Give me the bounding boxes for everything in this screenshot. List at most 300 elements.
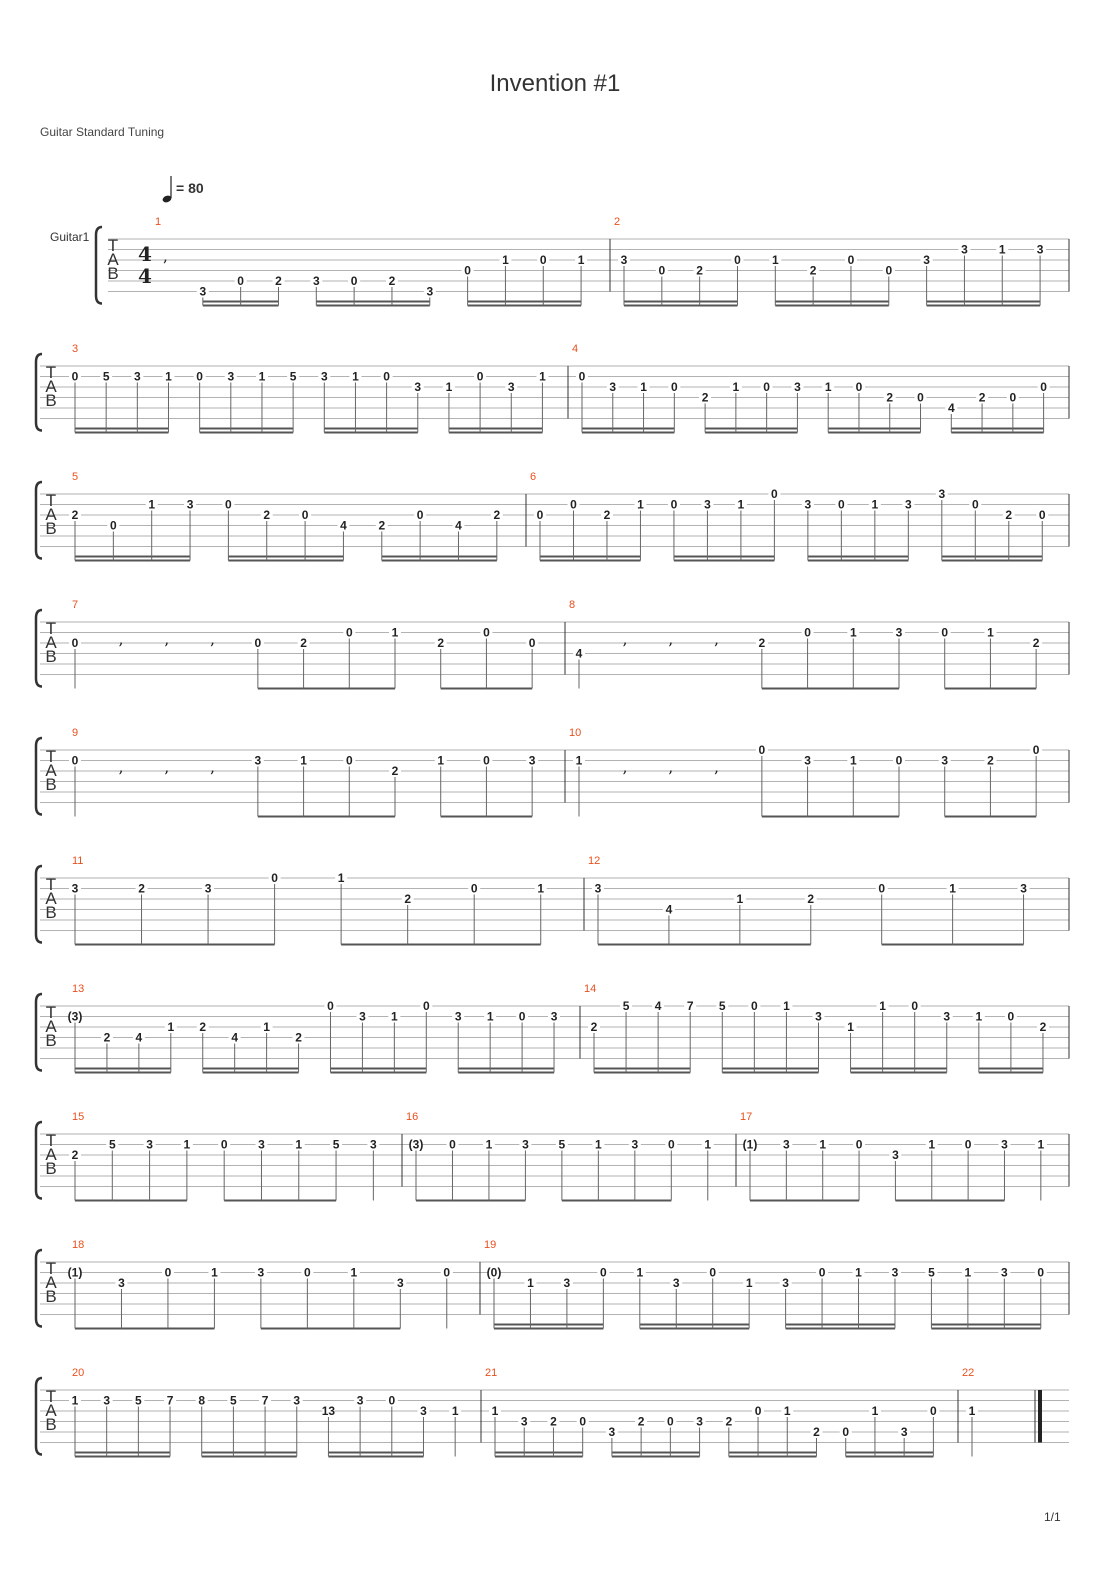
tab-clef-letter: T	[45, 875, 57, 894]
fret-number: 3	[1000, 1265, 1008, 1280]
fret-number: 3	[414, 380, 422, 394]
fret-number: 5	[558, 1137, 566, 1152]
tab-clef-letter: T	[45, 1259, 57, 1278]
measure-number: 3	[72, 343, 79, 355]
fret-number: 1	[1037, 1137, 1045, 1152]
fret-number: 0	[751, 999, 758, 1013]
fret-number: 3	[943, 1009, 951, 1024]
tab-clef-letter: A	[107, 250, 119, 269]
fret-number: 3	[563, 1276, 571, 1290]
fret-number: 0	[1032, 743, 1040, 757]
fret-number: 2	[809, 263, 817, 278]
fret-number: 3	[923, 253, 930, 267]
tab-clef-letter: A	[45, 1401, 57, 1420]
fret-number: 3	[900, 1425, 908, 1439]
fret-number: 5	[718, 999, 726, 1013]
fret-number: 1	[263, 1020, 270, 1034]
fret-number: 0	[570, 497, 577, 512]
fret-number: 3	[199, 284, 207, 299]
fret-number: 7	[166, 1393, 174, 1408]
fret-number: 1	[704, 1137, 712, 1152]
fret-number: 1	[732, 380, 740, 394]
fret-number: 0	[1038, 508, 1046, 522]
fret-number: 5	[135, 1393, 142, 1408]
fret-number: 4	[231, 1030, 239, 1045]
fret-number: 0	[578, 369, 586, 384]
fret-number: 2	[437, 636, 445, 650]
fret-number: 1	[847, 1020, 854, 1034]
track-name: Guitar1	[50, 230, 90, 244]
rest-symbol: ’	[622, 767, 628, 786]
fret-number: 4	[947, 401, 955, 415]
fret-number: 1	[998, 242, 1006, 257]
staff-system	[36, 1367, 1069, 1457]
fret-number: 3	[258, 1137, 265, 1152]
measure-number: 16	[406, 1111, 419, 1123]
fret-number: 0	[301, 508, 309, 522]
fret-number: 0	[443, 1265, 451, 1280]
staff-system	[36, 1239, 1069, 1329]
system-bracket	[36, 482, 42, 559]
fret-number: 1	[849, 625, 857, 640]
fret-number: 1	[352, 369, 359, 384]
system-bracket	[36, 354, 42, 431]
fret-number: 3	[620, 253, 628, 267]
fret-number: 0	[855, 1137, 863, 1152]
measure-number: 8	[569, 599, 576, 611]
tempo-value: = 80	[176, 180, 204, 196]
time-signature-bottom: 4	[138, 264, 152, 288]
system-bracket	[36, 1378, 42, 1455]
fret-number: 4	[135, 1030, 143, 1045]
measure-number: 6	[530, 471, 537, 483]
fret-number: 5	[332, 1137, 340, 1152]
fret-number: 13	[321, 1404, 336, 1418]
fret-number: 0	[483, 625, 490, 640]
fret-number: 0	[1037, 1265, 1045, 1280]
fret-number: 2	[138, 881, 145, 896]
page-number: 1/1	[1044, 1510, 1061, 1524]
fret-number: 0	[855, 380, 863, 394]
fret-number: 3	[118, 1276, 125, 1290]
fret-number: 3	[1020, 881, 1027, 896]
measure-number: 12	[588, 855, 601, 867]
fret-number: 0	[416, 508, 424, 522]
fret-number: 1	[537, 881, 545, 896]
measure-number: 5	[72, 471, 79, 483]
fret-number: 1	[975, 1009, 983, 1024]
fret-number: 3	[71, 881, 79, 896]
fret-number: 3	[1036, 242, 1044, 257]
fret-number: 0	[842, 1425, 850, 1439]
measure-number: 2	[614, 216, 621, 228]
tab-clef-letter: T	[107, 236, 119, 255]
song-title: Invention #1	[489, 70, 621, 97]
fret-number: 1	[337, 871, 345, 885]
fret-number: 2	[637, 1414, 645, 1429]
fret-number: 3	[594, 881, 602, 896]
tab-clef-letter: A	[45, 1273, 57, 1292]
tab-clef-letter: T	[45, 1003, 57, 1022]
fret-number: 3	[370, 1137, 377, 1152]
fret-number: (0)	[486, 1265, 502, 1280]
fret-number: 2	[978, 390, 986, 405]
fret-number: 0	[536, 508, 544, 522]
measure-number: 4	[572, 343, 579, 355]
fret-number: 2	[987, 753, 994, 768]
fret-number: 3	[783, 1137, 790, 1152]
fret-number: 3	[609, 380, 617, 394]
fret-number: 0	[818, 1265, 826, 1280]
fret-number: 2	[1032, 636, 1040, 650]
tab-clef-letter: B	[45, 519, 57, 538]
fret-number: 5	[102, 369, 110, 384]
staff-system	[36, 343, 1069, 433]
fret-number: 3	[522, 1137, 529, 1152]
tab-clef-letter: T	[45, 747, 57, 766]
tab-clef-letter: A	[45, 761, 57, 780]
fret-number: 4	[654, 999, 662, 1013]
fret-number: 4	[455, 518, 462, 533]
measure-number: 7	[72, 599, 79, 611]
fret-number: 0	[754, 1404, 762, 1418]
fret-number: 1	[451, 1404, 459, 1418]
fret-number: 3	[608, 1425, 616, 1439]
tuning-label: Guitar Standard Tuning	[40, 125, 165, 139]
fret-number: 0	[1040, 380, 1047, 394]
fret-number: 3	[895, 625, 903, 640]
tab-clef-letter: A	[45, 1017, 57, 1036]
measure-number: 13	[72, 983, 85, 995]
fret-number: 3	[782, 1276, 789, 1290]
fret-number: 1	[745, 1276, 753, 1290]
staff-system	[36, 855, 1069, 945]
fret-number: 1	[71, 1393, 79, 1408]
fret-number: 0	[518, 1009, 526, 1024]
rest-symbol: ’	[622, 639, 628, 658]
fret-number: 1	[595, 1137, 602, 1152]
fret-number: 2	[758, 636, 766, 650]
fret-number: 2	[493, 508, 501, 522]
fret-number: 1	[819, 1137, 827, 1152]
fret-number: 2	[378, 518, 386, 533]
fret-number: 1	[527, 1276, 534, 1290]
fret-number: (1)	[67, 1265, 83, 1280]
fret-number: 2	[71, 1148, 79, 1162]
time-signature-top: 4	[138, 242, 152, 266]
fret-number: 1	[350, 1265, 358, 1280]
fret-number: 1	[783, 1404, 791, 1418]
fret-number: 3	[520, 1414, 528, 1429]
fret-number: 8	[198, 1393, 206, 1408]
rest-symbol: ’	[667, 639, 673, 658]
tab-clef-letter: B	[45, 903, 57, 922]
fret-number: 0	[971, 497, 979, 512]
tab-clef-letter: B	[45, 1287, 57, 1306]
fret-number: 2	[388, 274, 396, 288]
tab-clef-letter: A	[45, 889, 57, 908]
system-bracket	[36, 866, 42, 943]
fret-number: 3	[704, 497, 711, 512]
fret-number: 3	[359, 1009, 366, 1024]
fret-number: 0	[539, 253, 547, 267]
fret-number: 2	[813, 1425, 820, 1439]
fret-number: 1	[575, 753, 583, 768]
fret-number: 2	[807, 892, 815, 906]
fret-number: 1	[211, 1265, 218, 1280]
fret-number: 0	[930, 1404, 937, 1418]
measure-number: 15	[72, 1111, 85, 1123]
fret-number: 2	[701, 390, 709, 405]
fret-number: 2	[103, 1030, 111, 1045]
rest-symbol: ’	[209, 767, 215, 786]
fret-number: 2	[71, 508, 79, 522]
fret-number: 0	[304, 1265, 311, 1280]
fret-number: 3	[804, 497, 812, 512]
staff-system	[36, 1111, 1069, 1201]
fret-number: 1	[783, 999, 790, 1013]
staff-system	[36, 471, 1069, 561]
fret-number: 3	[941, 753, 949, 768]
fret-number: 5	[108, 1137, 116, 1152]
fret-number: 3	[312, 274, 320, 288]
fret-number: 1	[736, 892, 744, 906]
rest-symbol: ’	[667, 767, 673, 786]
tab-clef-letter: B	[45, 1159, 57, 1178]
measure-number: 17	[740, 1111, 753, 1123]
fret-number: 0	[658, 263, 666, 278]
fret-number: 0	[600, 1265, 607, 1280]
fret-number: 0	[885, 263, 893, 278]
fret-number: 1	[771, 253, 779, 267]
rest-symbol: ’	[162, 256, 168, 275]
system-bracket	[36, 1122, 42, 1199]
measure-number: 1	[155, 216, 162, 228]
fret-number: 2	[725, 1414, 733, 1429]
fret-number: 0	[941, 625, 949, 640]
fret-number: 1	[949, 881, 956, 896]
fret-number: 4	[665, 902, 673, 917]
fret-number: 2	[696, 263, 703, 278]
fret-number: 1	[485, 1137, 493, 1152]
tab-clef-letter: B	[45, 1031, 57, 1050]
fret-number: 1	[258, 369, 266, 384]
fret-number: 0	[1007, 1009, 1015, 1024]
fret-number: 0	[422, 999, 430, 1013]
fret-number: 2	[275, 274, 282, 288]
fret-number: 3	[696, 1414, 703, 1429]
fret-number: 1	[928, 1137, 936, 1152]
fret-number: 3	[103, 1393, 111, 1408]
measure-number: 19	[484, 1239, 497, 1251]
fret-number: 0	[917, 390, 924, 405]
fret-number: 1	[300, 753, 307, 768]
fret-number: 3	[904, 497, 912, 512]
fret-number: 7	[261, 1393, 269, 1408]
fret-number: 0	[350, 274, 358, 288]
fret-number: 0	[964, 1137, 972, 1152]
measure-number: 18	[72, 1239, 85, 1251]
fret-number: 1	[968, 1404, 976, 1418]
tab-clef-letter: A	[45, 633, 57, 652]
measure-number: 20	[72, 1367, 85, 1379]
fret-number: 0	[911, 999, 919, 1013]
fret-number: 1	[502, 253, 509, 267]
fret-number: 3	[257, 1265, 265, 1280]
fret-number: (1)	[742, 1137, 758, 1152]
fret-number: 1	[539, 369, 546, 384]
fret-number: 1	[849, 753, 857, 768]
tab-clef-letter: B	[45, 391, 57, 410]
staff-system	[96, 216, 1069, 306]
fret-number: 1	[391, 1009, 398, 1024]
system-bracket	[36, 738, 42, 815]
fret-number: 3	[804, 753, 811, 768]
tab-clef-letter: B	[45, 647, 57, 666]
fret-number: 1	[640, 380, 647, 394]
system-bracket	[36, 994, 42, 1071]
fret-number: 1	[437, 753, 445, 768]
fret-number: 1	[637, 497, 644, 512]
fret-number: 1	[148, 497, 156, 512]
tab-clef-letter: B	[45, 775, 57, 794]
fret-number: 3	[815, 1009, 822, 1024]
fret-number: 1	[871, 497, 879, 512]
rest-symbol: ’	[713, 639, 719, 658]
fret-number: 0	[734, 253, 741, 267]
tab-clef-letter: T	[45, 619, 57, 638]
fret-number: 0	[345, 753, 353, 768]
fret-number: 2	[886, 390, 894, 405]
fret-number: 0	[763, 380, 770, 394]
fret-number: 1	[445, 380, 453, 394]
fret-number: 1	[491, 1404, 499, 1418]
fret-number: 0	[579, 1414, 587, 1429]
tab-clef-letter: A	[45, 1145, 57, 1164]
tab-clef-letter: A	[45, 377, 57, 396]
fret-number: 3	[961, 242, 968, 257]
rest-symbol: ’	[118, 639, 124, 658]
fret-number: 1	[165, 369, 172, 384]
fret-number: 0	[667, 1414, 674, 1429]
fret-number: 3	[631, 1137, 639, 1152]
fret-number: 0	[895, 753, 903, 768]
fret-number: 1	[987, 625, 994, 640]
fret-number: 3	[320, 369, 328, 384]
measure-number: 11	[72, 855, 84, 867]
staff-system	[36, 983, 1069, 1073]
fret-number: 0	[271, 871, 278, 885]
fret-number: 0	[237, 274, 244, 288]
fret-number: 2	[590, 1020, 598, 1034]
fret-number: 3	[454, 1009, 462, 1024]
fret-number: 0	[464, 263, 471, 278]
fret-number: 3	[420, 1404, 427, 1418]
fret-number: 1	[879, 999, 886, 1013]
fret-number: 4	[340, 518, 347, 533]
fret-number: 5	[230, 1393, 237, 1408]
fret-number: 0	[254, 636, 262, 650]
fret-number: 1	[636, 1265, 644, 1280]
fret-number: 1	[964, 1265, 972, 1280]
fret-number: 2	[263, 508, 271, 522]
tab-clef-letter: B	[45, 1415, 57, 1434]
fret-number: 0	[476, 369, 484, 384]
rest-symbol: ’	[209, 639, 215, 658]
fret-number: 1	[577, 253, 585, 267]
fret-number: 0	[71, 369, 79, 384]
staff-system	[36, 599, 1069, 689]
fret-number: 0	[225, 497, 232, 512]
fret-number: 3	[672, 1276, 680, 1290]
measure-number: 22	[962, 1367, 975, 1379]
fret-number: 2	[199, 1020, 207, 1034]
fret-number: 0	[164, 1265, 172, 1280]
fret-number: 2	[404, 892, 412, 906]
fret-number: 0	[196, 369, 203, 384]
rest-symbol: ’	[118, 767, 124, 786]
tab-clef-letter: T	[45, 1387, 57, 1406]
fret-number: 1	[824, 380, 832, 394]
fret-number: 0	[71, 636, 79, 650]
fret-number: 0	[388, 1393, 396, 1408]
fret-number: 0	[345, 625, 353, 640]
fret-number: 0	[878, 881, 886, 896]
fret-number: 1	[183, 1137, 191, 1152]
measure-number: 21	[485, 1367, 498, 1379]
fret-number: 5	[928, 1265, 935, 1280]
fret-number: 1	[737, 497, 745, 512]
fret-number: 3	[293, 1393, 301, 1408]
tab-clef-letter: T	[45, 1131, 57, 1150]
fret-number: 3	[426, 284, 434, 299]
fret-number: 0	[110, 518, 117, 533]
fret-number: 3	[550, 1009, 558, 1024]
fret-number: 3	[938, 487, 946, 501]
fret-number: 0	[220, 1137, 228, 1152]
fret-number: 4	[575, 646, 583, 661]
fret-number: 0	[670, 497, 678, 512]
fret-number: 0	[670, 380, 678, 394]
rest-symbol: ’	[163, 639, 169, 658]
fret-number: 3	[356, 1393, 364, 1408]
fret-number: 3	[528, 753, 536, 768]
fret-number: 2	[300, 636, 307, 650]
fret-number: 0	[838, 497, 845, 512]
fret-number: 3	[892, 1148, 899, 1162]
fret-number: 3	[396, 1276, 404, 1290]
fret-number: (3)	[408, 1137, 424, 1152]
fret-number: (3)	[67, 1009, 83, 1024]
system-bracket	[36, 1250, 42, 1327]
fret-number: 0	[383, 369, 390, 384]
fret-number: 0	[804, 625, 811, 640]
fret-number: 0	[709, 1265, 717, 1280]
fret-number: 2	[1005, 508, 1013, 522]
system-bracket	[36, 610, 42, 687]
fret-number: 0	[528, 636, 536, 650]
fret-number: 0	[758, 743, 766, 757]
fret-number: 3	[133, 369, 141, 384]
fret-number: 3	[891, 1265, 899, 1280]
fret-number: 2	[391, 764, 399, 778]
fret-number: 3	[507, 380, 515, 394]
fret-number: 1	[295, 1137, 303, 1152]
fret-number: 3	[794, 380, 801, 394]
tab-clef-letter: A	[45, 505, 57, 524]
fret-number: 0	[1009, 390, 1017, 405]
fret-number: 1	[855, 1265, 862, 1280]
